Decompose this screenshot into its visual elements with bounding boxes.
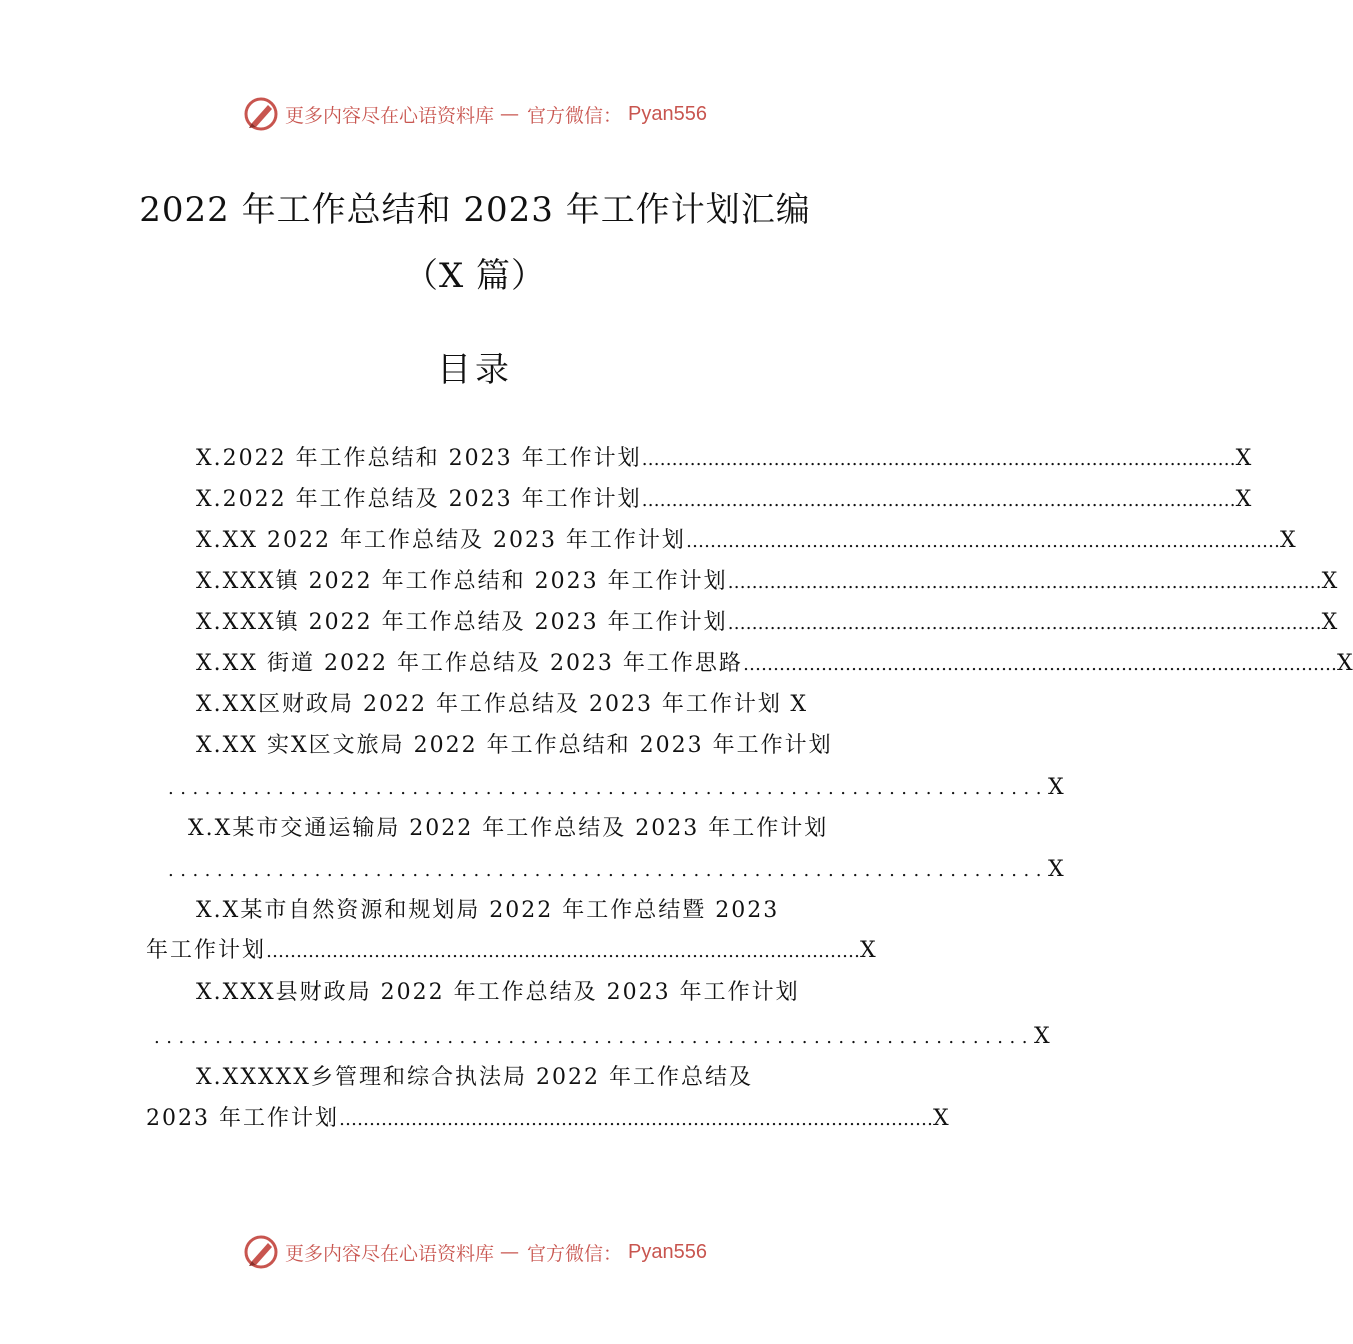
toc-item-text: X.XXX镇 2022 年工作总结和 2023 年工作计划 (196, 569, 728, 594)
banner-separator: — (500, 103, 522, 125)
toc-item-text: X.2022 年工作总结及 2023 年工作计划 (196, 487, 642, 512)
toc-item-11[interactable] (196, 978, 800, 1008)
toc-item-text: X.XX 2022 年工作总结及 2023 年工作计划 (196, 528, 686, 553)
banner-wechat-label: 官方微信： (527, 1242, 623, 1265)
toc-item-10[interactable] (196, 896, 796, 926)
toc-page: X (1235, 446, 1252, 471)
toc-page: X (790, 692, 806, 717)
toc-item-2[interactable] (196, 485, 1252, 515)
pen-logo-icon (243, 96, 279, 132)
toc-item-11-leader-line[interactable] (154, 1022, 1050, 1052)
toc-item-10-continuation[interactable] (146, 936, 876, 966)
toc-heading: 目录 (437, 350, 513, 390)
toc-item-text: X.X某市交通运输局 2022 年工作总结及 2023 年工作计划 (188, 816, 829, 841)
toc-page: X (1235, 487, 1252, 512)
banner-separator: — (500, 1241, 522, 1263)
toc-leader: ……………………………………………………………………………………… (641, 449, 1236, 470)
toc-leader: ........................................................................ (168, 860, 1048, 881)
toc-item-text: X.2022 年工作总结和 2023 年工作计划 (196, 446, 642, 471)
toc-page: X (1033, 1024, 1050, 1049)
toc-leader: ……………………………………………………………………………………… (685, 531, 1280, 552)
toc-item-9[interactable] (188, 814, 829, 844)
toc-page: X (1047, 857, 1064, 882)
toc-item-text: X.XXX镇 2022 年工作总结及 2023 年工作计划 (196, 610, 728, 635)
toc-page: X (1336, 651, 1353, 676)
toc-leader: ……………………………………………………………………………………… (727, 613, 1322, 634)
toc-leader: ……………………………………………………………………………………… (742, 654, 1337, 675)
toc-item-text: X.XXXXX乡管理和综合执法局 2022 年工作总结及 (196, 1065, 753, 1090)
toc-page: X (1279, 528, 1296, 553)
toc-page: X (1321, 569, 1338, 594)
toc-item-text: X.XX区财政局 2022 年工作总结及 2023 年工作计划 (196, 692, 782, 717)
banner-wechat-id: Pyan556 (628, 1240, 707, 1263)
toc-item-12-continuation[interactable] (146, 1104, 949, 1134)
toc-item-text: X.X某市自然资源和规划局 2022 年工作总结暨 2023 (196, 898, 780, 923)
toc-page: X (932, 1106, 949, 1131)
pen-logo-icon (243, 1234, 279, 1270)
toc-leader: ........................................................................ (168, 778, 1048, 799)
toc-page: X (860, 938, 876, 963)
banner-brand: 更多内容尽在心语资料库 (285, 1242, 495, 1265)
toc-leader: ……………………………………………………………………………………… (266, 941, 861, 962)
banner-brand: 更多内容尽在心语资料库 (285, 104, 495, 127)
toc-item-8-leader-line[interactable] (168, 773, 1064, 803)
toc-item-8[interactable] (196, 731, 833, 761)
toc-item-continuation: 2023 年工作计划 (146, 1106, 339, 1131)
toc-leader: ........................................................................ (154, 1027, 1034, 1048)
toc-item-1[interactable] (196, 444, 1252, 474)
toc-item-continuation: 年工作计划 (146, 938, 267, 963)
toc-item-text: X.XXX县财政局 2022 年工作总结及 2023 年工作计划 (196, 980, 800, 1005)
toc-item-5[interactable] (196, 608, 1338, 638)
footer-banner (0, 1232, 950, 1272)
document-title: 2022 年工作总结和 2023 年工作计划汇编 (139, 190, 811, 230)
toc-item-7[interactable] (196, 690, 806, 720)
banner-wechat-id: Pyan556 (628, 102, 707, 125)
document-subtitle: （X 篇） (403, 256, 546, 296)
header-banner (0, 94, 950, 134)
toc-leader: ……………………………………………………………………………………… (727, 572, 1322, 593)
toc-item-3[interactable] (196, 526, 1296, 556)
toc-item-4[interactable] (196, 567, 1338, 597)
toc-leader: ……………………………………………………………………………………… (641, 490, 1236, 511)
toc-item-6[interactable] (196, 649, 1353, 679)
toc-item-9-leader-line[interactable] (168, 855, 1064, 885)
toc-page: X (1047, 775, 1064, 800)
toc-item-text: X.XX 实X区文旅局 2022 年工作总结和 2023 年工作计划 (196, 733, 833, 758)
toc-page: X (1321, 610, 1338, 635)
toc-item-text: X.XX 街道 2022 年工作总结及 2023 年工作思路 (196, 651, 743, 676)
toc-leader: ……………………………………………………………………………………… (338, 1109, 933, 1130)
toc-item-12[interactable] (196, 1063, 796, 1093)
banner-wechat-label: 官方微信： (527, 104, 623, 127)
